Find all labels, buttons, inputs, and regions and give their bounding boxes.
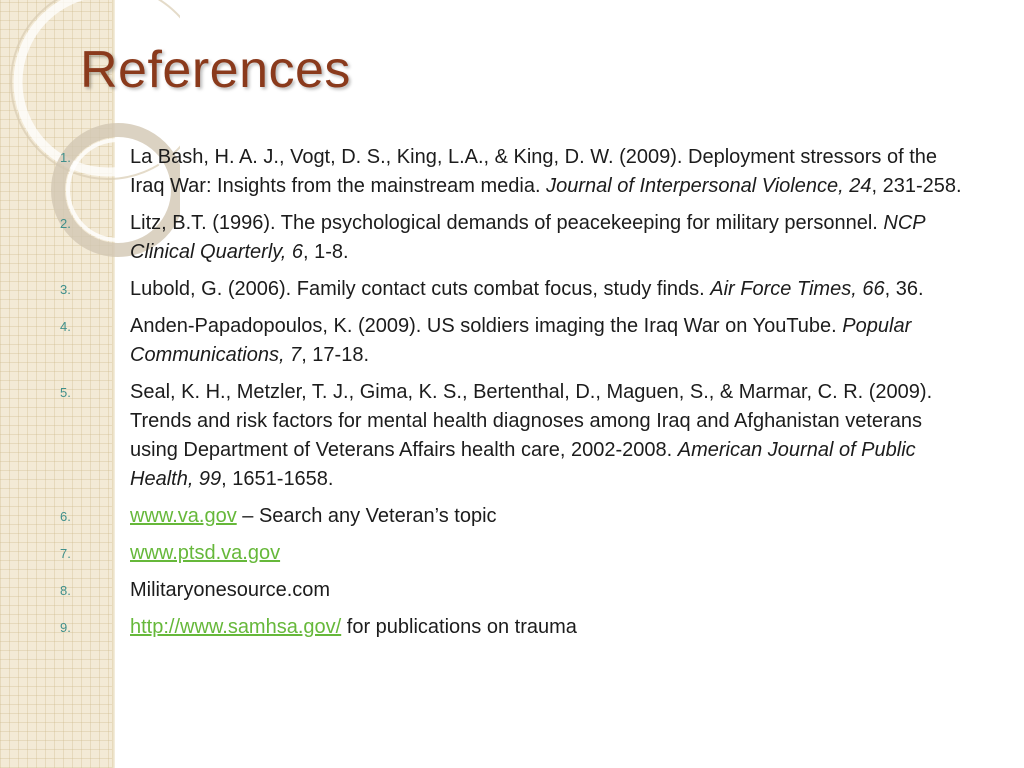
reference-item	[56, 312, 966, 370]
link-description: – Search any Veteran’s topic	[236, 505, 497, 527]
reference-text	[130, 209, 966, 267]
list-number: 6.	[60, 509, 71, 524]
list-number: 1.	[60, 150, 71, 165]
reference-text	[130, 613, 966, 642]
reference-pages: , 1651-1658.	[221, 468, 334, 490]
reference-item	[56, 378, 966, 494]
ptsd-va-gov-link[interactable]: www.ptsd.va.gov	[130, 542, 281, 564]
reference-pages: , 231-258.	[871, 175, 962, 197]
reference-citation: Lubold, G. (2006). Family contact cuts combat focus, study finds.	[130, 278, 711, 300]
reference-item	[56, 275, 966, 304]
reference-item	[56, 143, 966, 201]
reference-text	[130, 312, 966, 370]
reference-item	[56, 502, 966, 531]
reference-text	[130, 576, 966, 605]
list-number: 2.	[60, 216, 71, 231]
journal-title: Journal of Interpersonal Violence, 24	[546, 175, 872, 197]
va-gov-link[interactable]: www.va.gov	[130, 505, 237, 527]
reference-text	[130, 502, 966, 531]
journal-title: American Journal of Public Health, 99	[130, 439, 916, 490]
list-number: 8.	[60, 583, 71, 598]
link-description: for publications on trauma	[341, 616, 577, 638]
reference-item	[56, 613, 966, 642]
page-title: References	[80, 41, 351, 99]
list-number: 5.	[60, 385, 71, 400]
reference-citation: Anden-Papadopoulos, K. (2009). US soldiers imaging the Iraq War on YouTube.	[130, 315, 843, 337]
references-list	[56, 143, 966, 650]
reference-pages: , 17-18.	[301, 344, 370, 366]
reference-item	[56, 209, 966, 267]
reference-citation: Litz, B.T. (1996). The psychological demands of peacekeeping for military personnel.	[130, 212, 884, 234]
journal-title: Popular Communications, 7	[130, 315, 912, 366]
reference-pages: , 1-8.	[303, 241, 349, 263]
reference-item	[56, 539, 966, 568]
reference-citation: La Bash, H. A. J., Vogt, D. S., King, L.A., & King, D. W. (2009). Deployment stressors of the Iraq War: Insights from the mainstream media.	[130, 146, 938, 197]
journal-title: Air Force Times, 66	[710, 278, 885, 300]
reference-text	[130, 143, 966, 201]
reference-pages: , 36.	[884, 278, 924, 300]
samhsa-gov-link[interactable]: http://www.samhsa.gov/	[130, 616, 342, 638]
militaryonesource-text: Militaryonesource.com	[130, 579, 331, 601]
journal-title: NCP Clinical Quarterly, 6	[130, 212, 925, 263]
reference-text	[130, 275, 966, 304]
list-number: 3.	[60, 282, 71, 297]
list-number: 9.	[60, 620, 71, 635]
reference-citation: Seal, K. H., Metzler, T. J., Gima, K. S., Bertenthal, D., Maguen, S., & Marmar, C. R. (2009). Trends and risk factors for mental health diagnoses among Iraq and Afghanistan veterans using Department of Veterans Affairs health care, 2002-2008.	[130, 381, 933, 461]
reference-text	[130, 378, 966, 494]
list-number: 4.	[60, 319, 71, 334]
reference-item	[56, 576, 966, 605]
list-number: 7.	[60, 546, 71, 561]
reference-text	[130, 539, 966, 568]
